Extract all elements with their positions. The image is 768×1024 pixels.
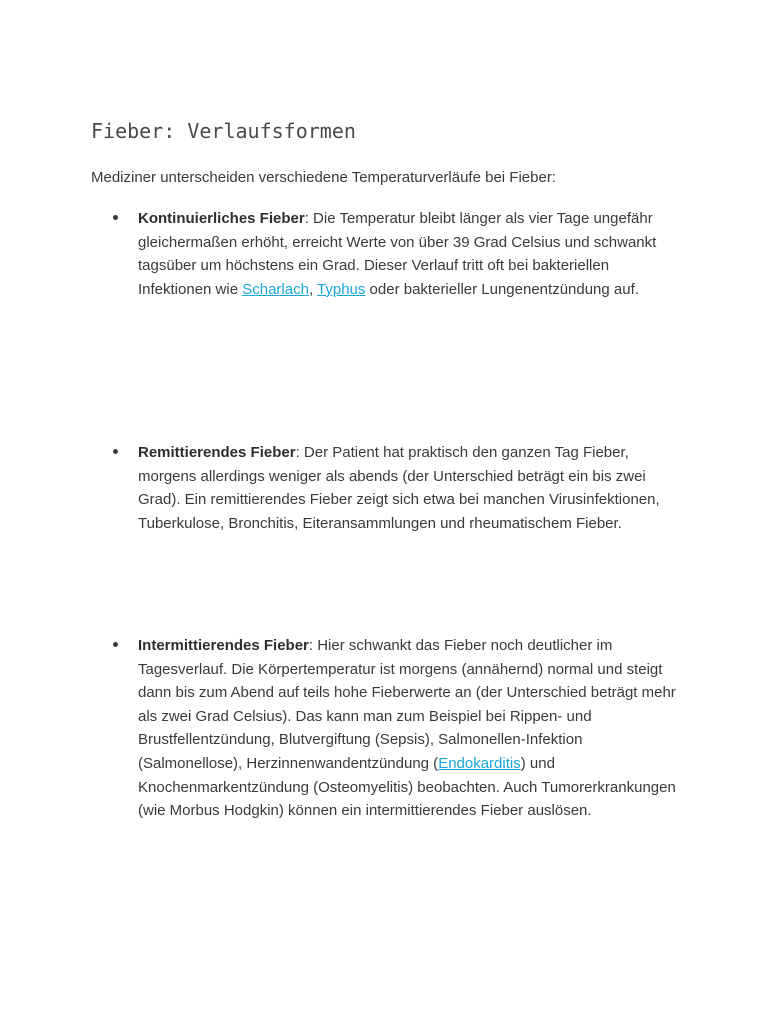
- page-title: Fieber: Verlaufsformen: [91, 119, 356, 143]
- term-label: Remittierendes Fieber: [138, 444, 296, 461]
- intro-paragraph: Mediziner unterscheiden verschiedene Temperaturverläufe bei Fieber:: [91, 169, 556, 186]
- bullet-icon: [113, 642, 118, 647]
- link-typhus[interactable]: Typhus: [317, 280, 366, 298]
- item-text: : Der Patient hat praktisch den ganzen Tag Fieber, morgens allerdings weniger als abends (der Unterschied beträgt ein bis zwei Grad). Ein remittierendes Fieber zeigt sich etwa bei manchen Virusinfektionen, Tuberkulose, Bronchitis, Eiteransammlungen und rheumatischem Fieber.: [138, 444, 660, 532]
- list-item-text: [138, 207, 678, 301]
- list-item-text: [138, 441, 678, 535]
- item-text: : Die Temperatur bleibt länger als vier Tage ungefähr gleichermaßen erhöht, erreicht Werte von über 39 Grad Celsius und schwankt tagsüber um höchstens ein Grad. Dieser Verlauf tritt oft bei bakteriellen Infektionen wie: [138, 210, 657, 298]
- bullet-icon: [113, 449, 118, 454]
- list-item-text: [138, 634, 678, 823]
- term-label: Intermittierendes Fieber: [138, 637, 309, 654]
- term-label: Kontinuierliches Fieber: [138, 210, 305, 227]
- separator-text: ,: [308, 280, 318, 298]
- link-scharlach[interactable]: Scharlach: [242, 280, 309, 298]
- item-text-end: oder bakterieller Lungenentzündung auf.: [365, 280, 639, 298]
- link-endokarditis[interactable]: Endokarditis: [438, 754, 521, 772]
- item-text: : Hier schwankt das Fieber noch deutlicher im Tagesverlauf. Die Körpertemperatur ist morgens (annähernd) normal und steigt dann bis zum Abend auf teils hohe Fieberwerte an (der Unterschied beträgt mehr als zwei Grad Celsius). Das kann man zum Beispiel bei Rippen- und Brustfellentzündung, Blutvergiftung (Sepsis), Salmonellen-Infektion (Salmonellose), Herzinnenwandentzündung (: [138, 637, 676, 772]
- bullet-icon: [113, 215, 118, 220]
- item-text-end: ) und Knochenmarkentzündung (Osteomyelitis) beobachten. Auch Tumorerkrankungen (wie Morbus Hodgkin) können ein intermittierendes Fieber auslösen.: [138, 754, 676, 820]
